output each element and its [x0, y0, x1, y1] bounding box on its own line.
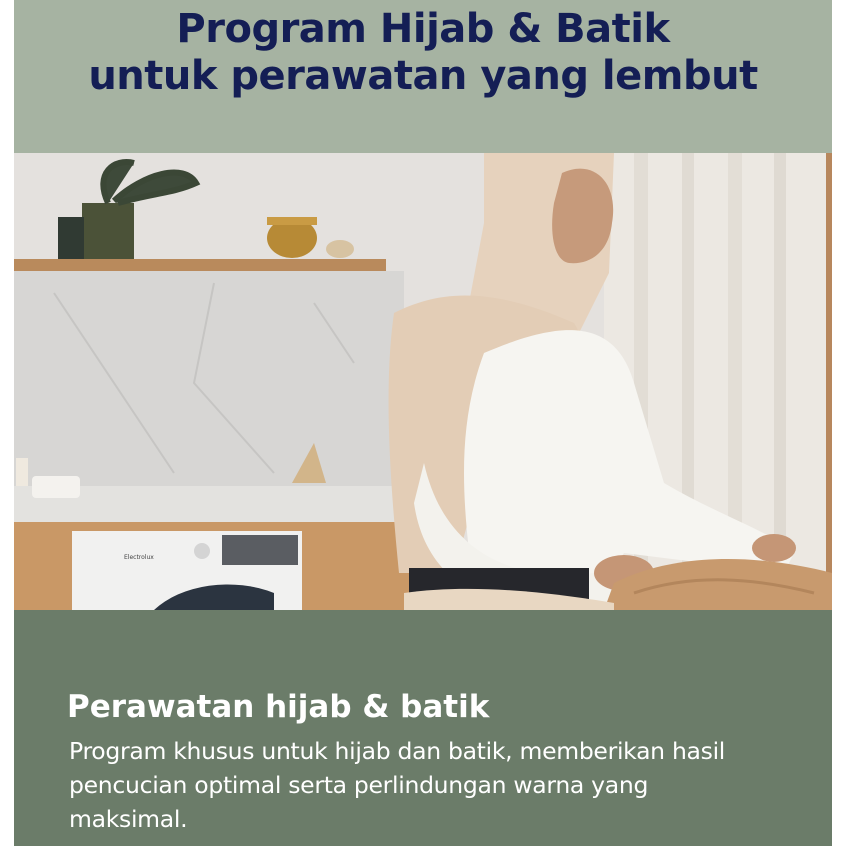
- lifestyle-photo: [14, 153, 832, 610]
- feature-description: Program khusus untuk hijab dan batik, memberikan hasil pencucian optimal serta perlindungan warna yang maksimal.: [69, 737, 726, 833]
- header-banner: [14, 0, 832, 153]
- svg-text:Electrolux: Electrolux: [124, 554, 154, 561]
- promo-card: [14, 0, 832, 846]
- headline-line-2: untuk perawatan yang lembut: [88, 53, 758, 99]
- feature-title: Perawatan hijab & batik: [67, 689, 490, 725]
- headline-line-1: Program Hijab & Batik: [176, 6, 670, 52]
- headline: [14, 0, 832, 100]
- feature-panel: [14, 610, 832, 846]
